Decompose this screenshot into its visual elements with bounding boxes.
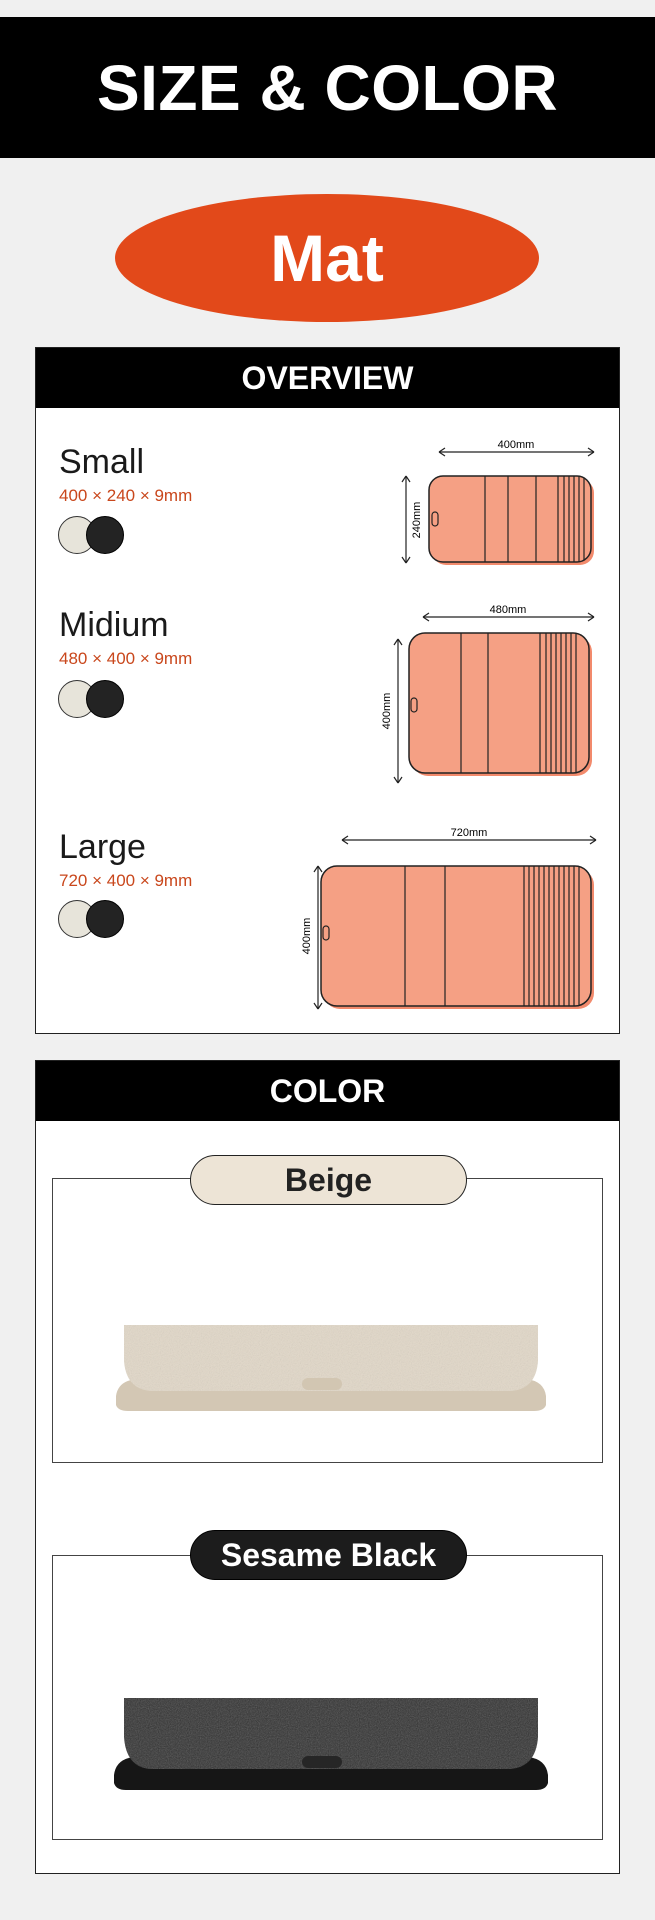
color-name: Sesame Black xyxy=(220,1536,437,1573)
color-header xyxy=(36,1061,619,1121)
small-size-diagram xyxy=(396,438,601,568)
black-swatch xyxy=(86,516,124,554)
size-dimensions: 400 × 240 × 9mm xyxy=(59,486,193,505)
color-name: Beige xyxy=(284,1161,373,1198)
color-panel xyxy=(35,1060,620,1874)
color-swatches-large xyxy=(58,900,138,944)
height-label: 400mm xyxy=(301,917,313,955)
width-label: 400mm xyxy=(497,439,535,451)
size-dimensions: 720 × 400 × 9mm xyxy=(59,871,193,890)
overview-panel xyxy=(35,347,620,1034)
size-item-small xyxy=(59,443,192,506)
color-swatches-small xyxy=(58,516,138,560)
width-label: 480mm xyxy=(489,604,527,616)
mat-outline xyxy=(409,633,589,773)
mat-handle xyxy=(302,1378,342,1390)
height-label: 240mm xyxy=(411,501,423,539)
large-size-diagram xyxy=(301,826,606,1016)
product-name: Mat xyxy=(270,221,384,295)
mat-outline xyxy=(429,476,591,562)
overview-title: OVERVIEW xyxy=(241,359,414,396)
medium-size-diagram xyxy=(381,603,601,788)
size-name: Small xyxy=(59,443,145,481)
beige-mat-photo xyxy=(116,1281,546,1421)
page-title: SIZE & COLOR xyxy=(96,51,559,124)
height-dimension-arrow xyxy=(402,476,410,563)
size-item-medium xyxy=(59,606,192,669)
overview-header xyxy=(36,348,619,408)
size-name: Large xyxy=(59,828,146,866)
page-title-bar xyxy=(0,17,655,158)
width-label: 720mm xyxy=(450,827,488,839)
black-swatch xyxy=(86,680,124,718)
mat-handle xyxy=(302,1756,342,1768)
black-color-label xyxy=(190,1530,467,1580)
height-dimension-arrow xyxy=(394,639,402,783)
black-swatch xyxy=(86,900,124,938)
color-title: COLOR xyxy=(269,1072,386,1109)
black-mat-photo xyxy=(114,1653,548,1803)
size-dimensions: 480 × 400 × 9mm xyxy=(59,649,193,668)
color-swatches-medium xyxy=(58,680,138,724)
height-label: 400mm xyxy=(381,692,393,730)
beige-color-label xyxy=(190,1155,467,1205)
mat-outline xyxy=(321,866,591,1006)
size-item-large xyxy=(59,828,192,891)
product-name-badge xyxy=(115,194,539,322)
size-name: Midium xyxy=(59,606,169,644)
